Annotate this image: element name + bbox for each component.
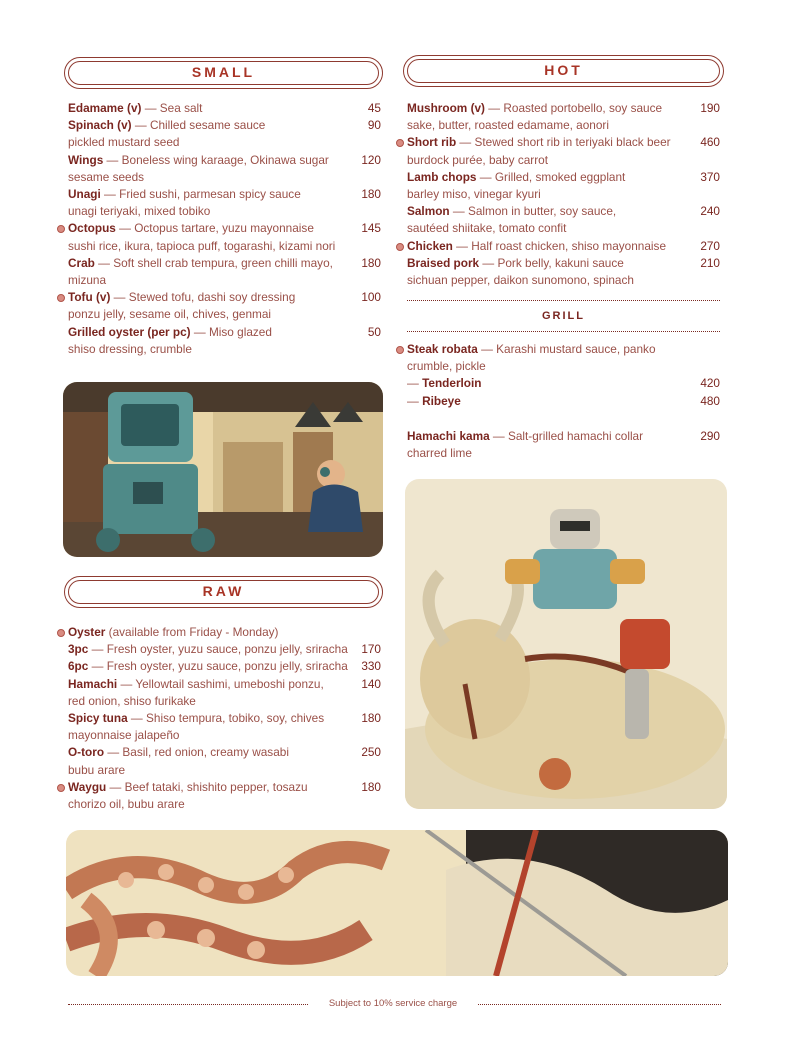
- item-desc-2: barley miso, vinegar kyuri: [407, 187, 541, 202]
- signature-dot-icon: [57, 784, 65, 792]
- item-price: 370: [700, 169, 720, 184]
- section-header-small: [64, 57, 383, 89]
- grill-divider-bottom: [407, 331, 720, 332]
- item-desc: Stewed tofu, dashi soy dressing: [128, 290, 296, 305]
- section-header-raw: [64, 576, 383, 608]
- item-name: Hamachi kama: [407, 428, 490, 443]
- item-name: Octopus: [68, 221, 116, 236]
- menu-item: Steak robata — Karashi mustard sauce, panko crumble, pickle: [407, 341, 720, 375]
- item-desc: Miso glazed: [208, 324, 272, 339]
- item-name: Braised pork: [407, 255, 480, 270]
- item-name: Waygu: [68, 779, 107, 794]
- item-name: Mushroom (v): [407, 101, 485, 115]
- menu-item: [68, 624, 381, 641]
- item-desc-2: sake, butter, roasted edamame, aonori: [407, 118, 609, 133]
- section-title-raw: RAW: [202, 583, 245, 599]
- signature-dot-icon: [396, 139, 404, 147]
- item-desc-2: pickled mustard seed: [68, 135, 180, 150]
- menu-item: Unagi — Fried sushi, parmesan spicy sauce unagi teriyaki, mixed tobiko 180: [68, 186, 381, 220]
- item-desc-2: sesame seeds: [68, 169, 145, 184]
- item-desc-2: ponzu jelly, sesame oil, chives, genmai: [68, 307, 272, 322]
- item-desc-2: burdock purée, baby carrot: [407, 152, 548, 167]
- menu-item: Spinach (v) — Chilled sesame sauce pickled mustard seed 90: [68, 117, 381, 151]
- item-name: Salmon: [407, 204, 450, 219]
- menu-item: 3pc — Fresh oyster, yuzu sauce, ponzu jelly, sriracha 170: [68, 641, 381, 658]
- menu-item: Edamame (v) — Sea salt 45: [68, 100, 381, 117]
- menu-item: Octopus — Octopus tartare, yuzu mayonnaise sushi rice, ikura, tapioca puff, togarashi, kizami nori 145: [68, 220, 381, 254]
- item-name: Spinach (v): [68, 118, 132, 133]
- signature-dot-icon: [396, 243, 404, 251]
- section-header-hot: [403, 55, 724, 87]
- signature-dot-icon: [57, 294, 65, 302]
- item-price: 120: [361, 152, 381, 167]
- item-price: 180: [361, 711, 381, 726]
- hot-menu-list: [407, 100, 720, 289]
- item-desc-2: unagi teriyaki, mixed tobiko: [68, 204, 211, 219]
- item-price: 290: [700, 428, 720, 443]
- item-price: 420: [700, 376, 720, 391]
- raw-menu-list: [68, 624, 381, 813]
- item-name: Spicy tuna: [68, 711, 128, 726]
- item-desc-2: sushi rice, ikura, tapioca puff, togarashi, kizami nori: [68, 238, 336, 253]
- robot-ox-image: [405, 479, 727, 809]
- cut-name: Ribeye: [422, 393, 461, 408]
- robot-cafe-illustration: [63, 382, 383, 557]
- item-desc: Sea salt: [159, 101, 203, 115]
- item-price: 180: [361, 187, 381, 202]
- item-desc: Fresh oyster, yuzu sauce, ponzu jelly, sriracha: [106, 659, 348, 674]
- item-name: Unagi: [68, 187, 101, 202]
- item-desc-2: red onion, shiso furikake: [68, 693, 196, 708]
- item-name: Oyster: [68, 625, 106, 639]
- service-charge-note: Subject to 10% service charge: [328, 998, 458, 1009]
- menu-item-cut: — Ribeye 480: [407, 393, 720, 410]
- item-desc: Chilled sesame sauce: [149, 118, 266, 133]
- item-desc: Pork belly, kakuni sauce: [497, 255, 624, 270]
- octopus-illustration: [66, 830, 728, 976]
- item-price: 170: [361, 642, 381, 657]
- footer-divider-right: [478, 1004, 721, 1005]
- item-price: 90: [367, 118, 381, 133]
- cut-name: Tenderloin: [422, 376, 482, 391]
- item-desc-2: mayonnaise jalapeño: [68, 728, 180, 743]
- menu-item: 6pc — Fresh oyster, yuzu sauce, ponzu jelly, sriracha 330: [68, 658, 381, 675]
- item-desc: Salt-grilled hamachi collar: [507, 428, 644, 443]
- item-price: 100: [361, 290, 381, 305]
- octopus-image: [66, 830, 728, 976]
- item-name: Lamb chops: [407, 169, 477, 184]
- item-price: 480: [700, 393, 720, 408]
- grill-divider-top: [407, 300, 720, 301]
- item-name: Steak robata: [407, 342, 478, 356]
- item-price: 460: [700, 135, 720, 150]
- item-desc: Beef tataki, shishito pepper, tosazu: [124, 779, 308, 794]
- item-price: 250: [361, 745, 381, 760]
- robot-cafe-image: [63, 382, 383, 557]
- menu-item: Grilled oyster (per pc) — Miso glazed shiso dressing, crumble 50: [68, 324, 381, 358]
- item-price: 270: [700, 238, 720, 253]
- item-name: Chicken: [407, 238, 453, 253]
- item-price: 180: [361, 779, 381, 794]
- item-name: Short rib: [407, 135, 457, 150]
- grill-menu-list: [407, 341, 720, 462]
- menu-item: Hamachi kama — Salt-grilled hamachi collar charred lime 290: [407, 428, 720, 462]
- menu-item: Short rib — Stewed short rib in teriyaki black beer burdock purée, baby carrot 460: [407, 134, 720, 168]
- item-desc-2: shiso dressing, crumble: [68, 341, 192, 356]
- item-desc: Boneless wing karaage, Okinawa sugar: [121, 152, 329, 167]
- item-desc-2: charred lime: [407, 446, 472, 461]
- menu-item: Crab — Soft shell crab tempura, green chilli mayo, mizuna 180: [68, 255, 381, 289]
- item-desc: Basil, red onion, creamy wasabi: [122, 745, 289, 760]
- item-desc: Shiso tempura, tobiko, soy, chives: [146, 711, 325, 726]
- item-price: 330: [361, 659, 381, 674]
- item-price: 145: [361, 221, 381, 236]
- item-name: Crab: [68, 255, 95, 270]
- item-desc: Karashi mustard sauce, panko: [496, 342, 656, 356]
- section-title-small: SMALL: [191, 64, 256, 80]
- signature-dot-icon: [57, 629, 65, 637]
- small-menu-list: [68, 100, 381, 358]
- item-desc-2: chorizo oil, bubu arare: [68, 797, 185, 812]
- menu-item: Lamb chops — Grilled, smoked eggplant barley miso, vinegar kyuri 370: [407, 169, 720, 203]
- item-name: 3pc: [68, 642, 89, 657]
- menu-item: Salmon — Salmon in butter, soy sauce, sautéed shiitake, tomato confit 240: [407, 203, 720, 237]
- item-name: Grilled oyster (per pc): [68, 324, 191, 339]
- item-name: Wings: [68, 152, 104, 167]
- item-desc-2: bubu arare: [68, 762, 126, 777]
- item-price: 45: [367, 101, 381, 115]
- item-desc: Soft shell crab tempura, green chilli mayo,: [113, 255, 333, 270]
- item-desc-2: sichuan pepper, daikon sunomono, spinach: [407, 273, 634, 288]
- section-title-hot: HOT: [544, 62, 583, 78]
- item-desc: (available from Friday - Monday): [108, 625, 279, 639]
- item-desc: Grilled, smoked eggplant: [494, 169, 626, 184]
- item-price: 210: [700, 255, 720, 270]
- menu-item: Braised pork — Pork belly, kakuni sauce sichuan pepper, daikon sunomono, spinach 210: [407, 255, 720, 289]
- signature-dot-icon: [396, 346, 404, 354]
- signature-dot-icon: [57, 225, 65, 233]
- item-desc-2: sautéed shiitake, tomato confit: [407, 221, 567, 236]
- item-price: 190: [700, 101, 720, 115]
- item-name: Edamame (v): [68, 101, 142, 115]
- item-desc: Salmon in butter, soy sauce,: [467, 204, 617, 219]
- menu-item: Tofu (v) — Stewed tofu, dashi soy dressing ponzu jelly, sesame oil, chives, genmai 100: [68, 289, 381, 323]
- menu-item-cut: — Tenderloin 420: [407, 375, 720, 392]
- item-desc: Fresh oyster, yuzu sauce, ponzu jelly, sriracha: [106, 642, 348, 657]
- item-desc: Half roast chicken, shiso mayonnaise: [471, 238, 667, 253]
- menu-item: O-toro — Basil, red onion, creamy wasabi bubu arare 250: [68, 744, 381, 778]
- menu-item: Hamachi — Yellowtail sashimi, umeboshi ponzu, red onion, shiso furikake 140: [68, 676, 381, 710]
- item-name: Tofu (v): [68, 290, 111, 305]
- item-desc: Stewed short rib in teriyaki black beer: [474, 135, 671, 150]
- menu-item: Chicken — Half roast chicken, shiso mayonnaise 270: [407, 238, 720, 255]
- footer-divider-left: [68, 1004, 308, 1005]
- item-name: 6pc: [68, 659, 89, 674]
- menu-item: Spicy tuna — Shiso tempura, tobiko, soy, chives mayonnaise jalapeño 180: [68, 710, 381, 744]
- item-desc: Roasted portobello, soy sauce: [503, 101, 663, 115]
- robot-ox-illustration: [405, 479, 727, 809]
- item-desc: Fried sushi, parmesan spicy sauce: [119, 187, 301, 202]
- item-price: 180: [361, 255, 381, 270]
- item-name: O-toro: [68, 745, 105, 760]
- item-desc-2: mizuna: [68, 273, 107, 288]
- item-price: 140: [361, 676, 381, 691]
- menu-item: Waygu — Beef tataki, shishito pepper, tosazu chorizo oil, bubu arare 180: [68, 779, 381, 813]
- item-desc: Yellowtail sashimi, umeboshi ponzu,: [135, 676, 324, 691]
- item-price: 240: [700, 204, 720, 219]
- item-price: 50: [367, 324, 381, 339]
- menu-item: Wings — Boneless wing karaage, Okinawa sugar sesame seeds 120: [68, 152, 381, 186]
- menu-item: Mushroom (v) — Roasted portobello, soy sauce sake, butter, roasted edamame, aonori 190: [407, 100, 720, 134]
- item-desc-2: crumble, pickle: [407, 359, 486, 374]
- item-name: Hamachi: [68, 676, 118, 691]
- section-title-grill: GRILL: [542, 310, 585, 322]
- item-desc: Octopus tartare, yuzu mayonnaise: [134, 221, 314, 236]
